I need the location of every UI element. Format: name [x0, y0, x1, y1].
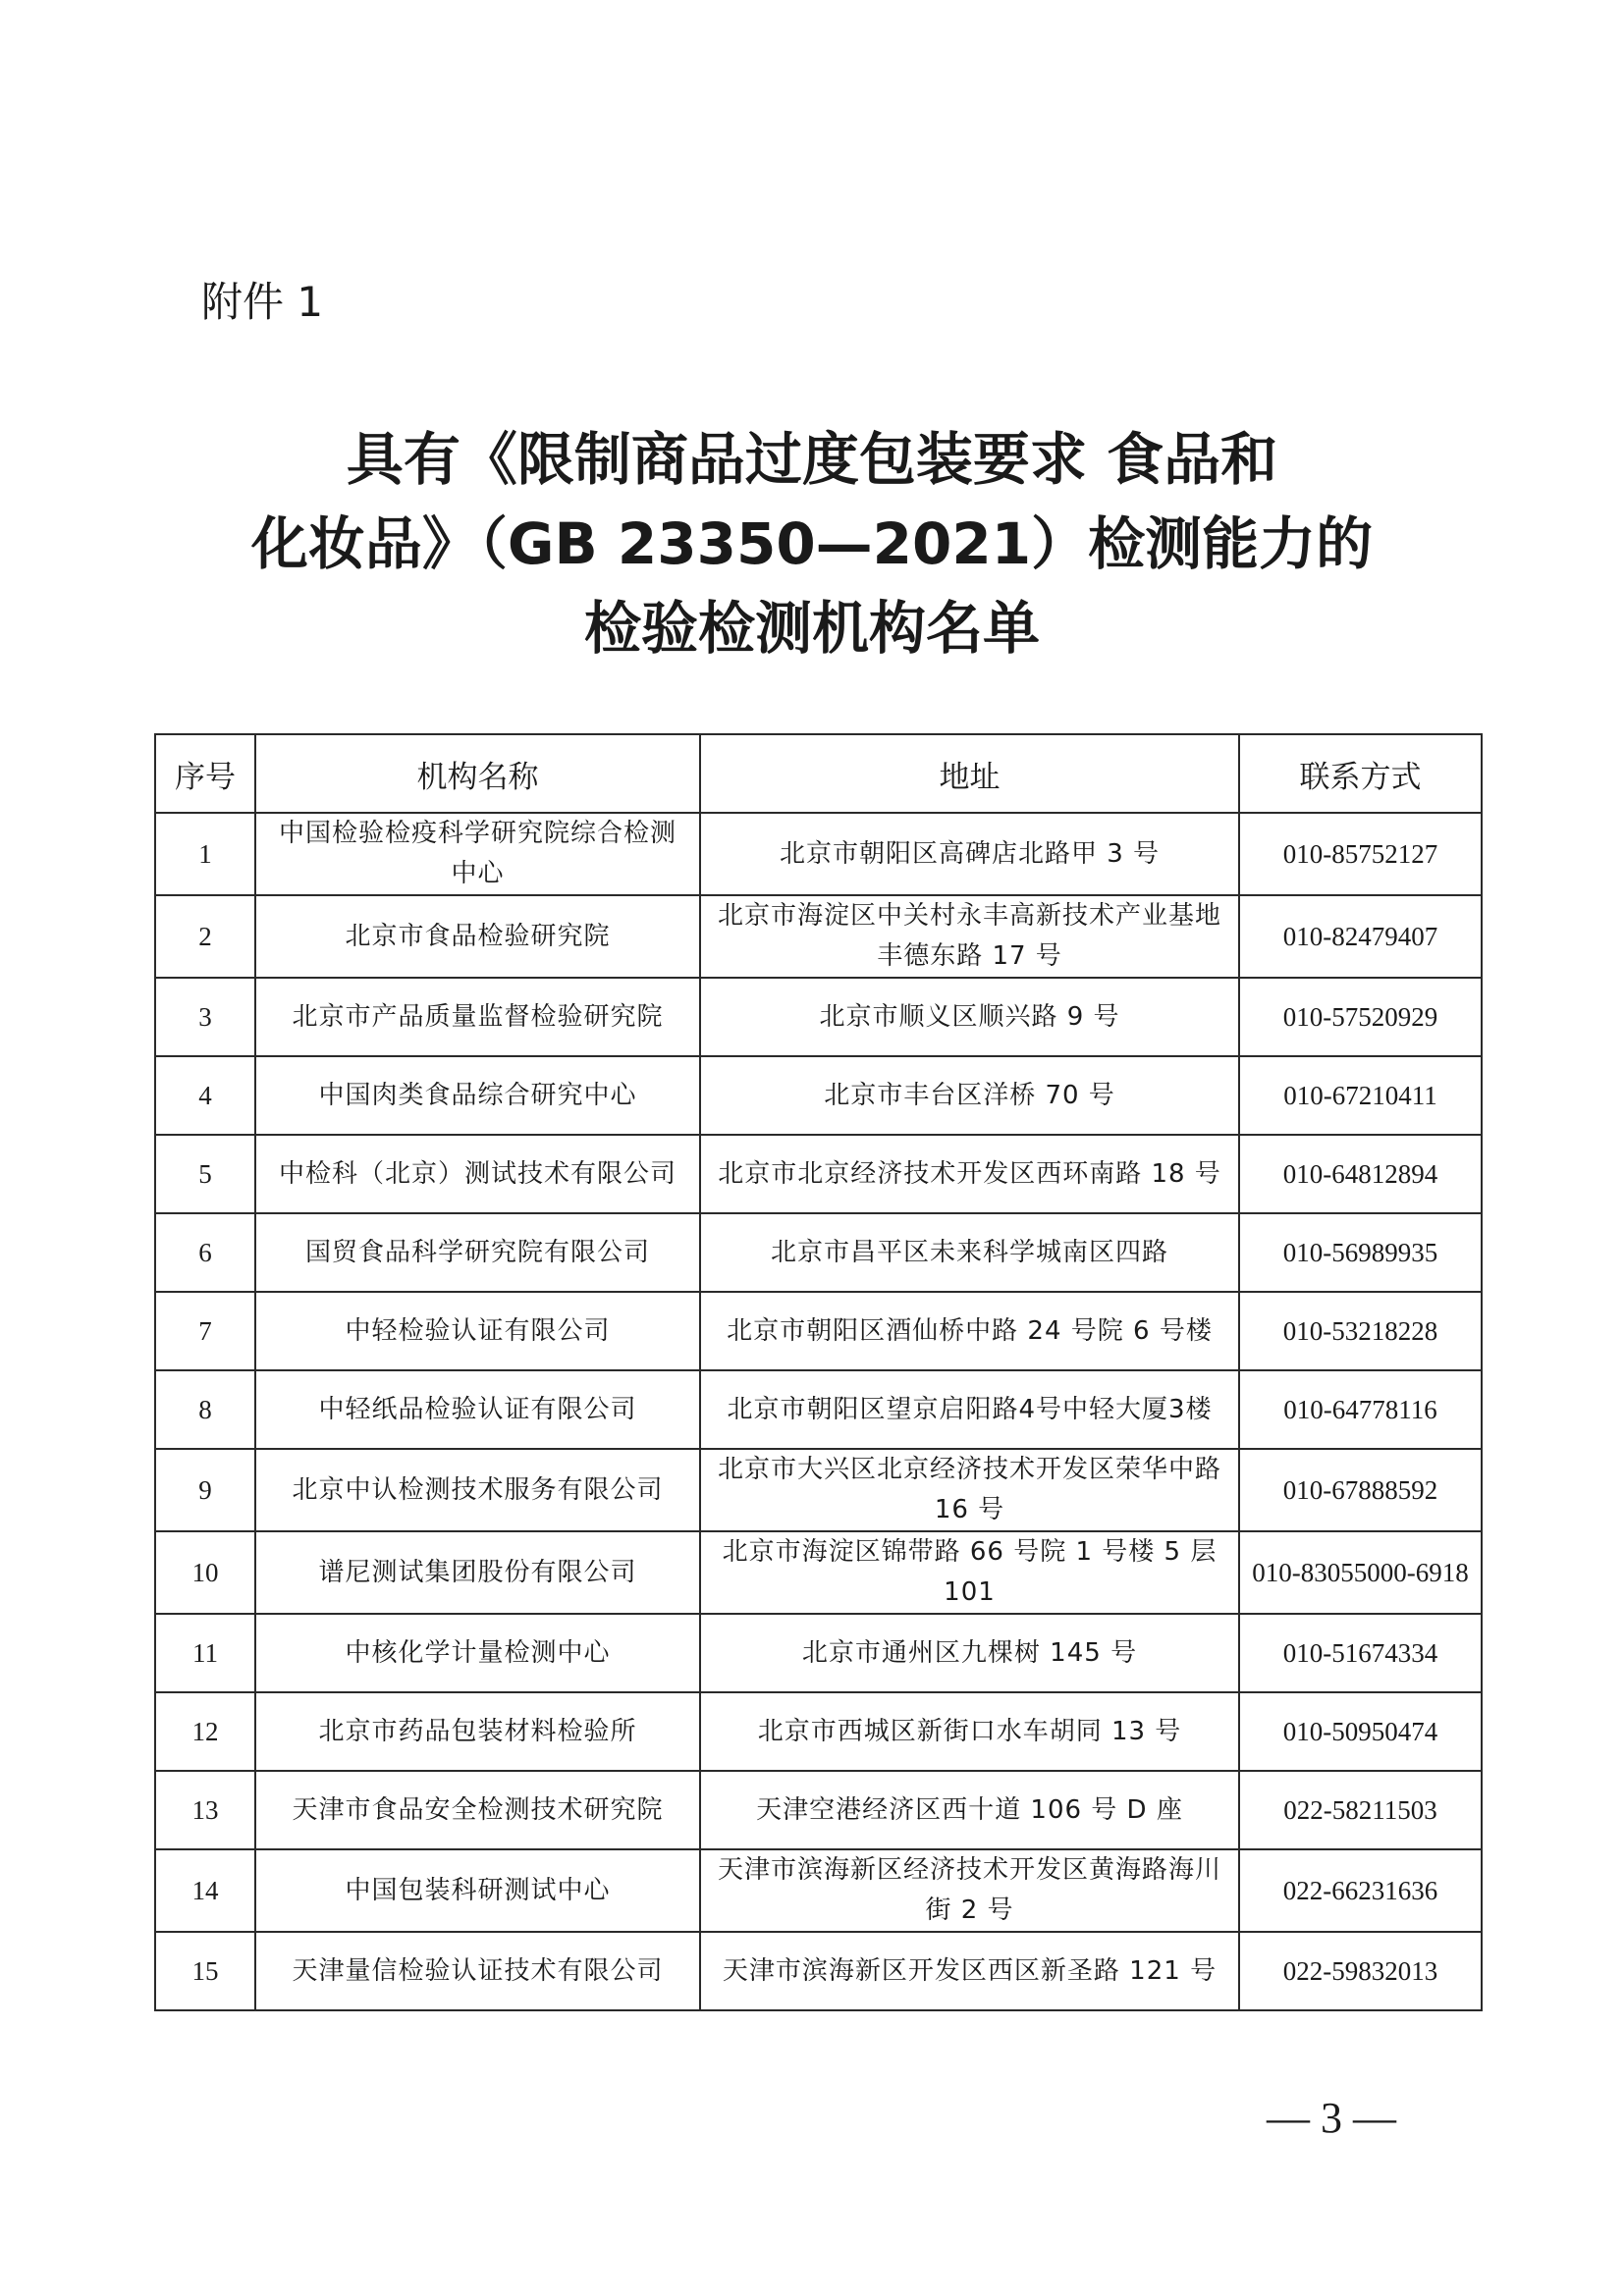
row-address: 北京市北京经济技术开发区西环南路 18 号: [700, 1135, 1239, 1213]
row-name: 天津量信检验认证技术有限公司: [255, 1932, 700, 2010]
row-no: 10: [155, 1531, 255, 1614]
row-no: 1: [155, 813, 255, 895]
row-address: 北京市顺义区顺兴路 9 号: [700, 978, 1239, 1056]
table-row: [155, 1849, 1482, 1932]
table-row: [155, 1531, 1482, 1614]
row-no: 8: [155, 1370, 255, 1449]
header-contact: 联系方式: [1239, 734, 1482, 813]
row-name: 中检科（北京）测试技术有限公司: [255, 1135, 700, 1213]
table-row: [155, 1449, 1482, 1531]
row-phone: 022-58211503: [1239, 1771, 1482, 1849]
row-address: 北京市大兴区北京经济技术开发区荣华中路 16 号: [700, 1449, 1239, 1531]
row-name: 北京市药品包装材料检验所: [255, 1692, 700, 1771]
row-address: 天津空港经济区西十道 106 号 D 座: [700, 1771, 1239, 1849]
row-name: 天津市食品安全检测技术研究院: [255, 1771, 700, 1849]
row-phone: 010-85752127: [1239, 813, 1482, 895]
row-name: 北京中认检测技术服务有限公司: [255, 1449, 700, 1531]
row-name: 中国包装科研测试中心: [255, 1849, 700, 1932]
table-row: [155, 978, 1482, 1056]
row-name: 中国检验检疫科学研究院综合检测中心: [255, 813, 700, 895]
page-number: — 3 —: [1267, 2094, 1396, 2142]
table-header-row: [155, 734, 1482, 813]
table-row: [155, 1771, 1482, 1849]
header-address: 地址: [700, 734, 1239, 813]
row-no: 5: [155, 1135, 255, 1213]
table-row: [155, 1614, 1482, 1692]
row-no: 12: [155, 1692, 255, 1771]
row-phone: 010-53218228: [1239, 1292, 1482, 1370]
row-phone: 010-64778116: [1239, 1370, 1482, 1449]
row-address: 天津市滨海新区开发区西区新圣路 121 号: [700, 1932, 1239, 2010]
row-no: 9: [155, 1449, 255, 1531]
title-line-1: 具有《限制商品过度包装要求 食品和: [346, 426, 1278, 493]
row-phone: 010-64812894: [1239, 1135, 1482, 1213]
row-address: 北京市朝阳区望京启阳路4号中轻大厦3楼: [700, 1370, 1239, 1449]
title-line-2: 化妆品》（GB 23350—2021）检测能力的: [250, 510, 1374, 577]
row-no: 11: [155, 1614, 255, 1692]
row-address: 北京市朝阳区酒仙桥中路 24 号院 6 号楼: [700, 1292, 1239, 1370]
row-address: 北京市海淀区中关村永丰高新技术产业基地丰德东路 17 号: [700, 895, 1239, 978]
title-line-3: 检验检测机构名单: [583, 595, 1040, 662]
row-address: 北京市海淀区锦带路 66 号院 1 号楼 5 层 101: [700, 1531, 1239, 1614]
table-row: [155, 1292, 1482, 1370]
table-row: [155, 1135, 1482, 1213]
table-row: [155, 813, 1482, 895]
attachment-label: 附件 1: [201, 278, 324, 326]
row-name: 谱尼测试集团股份有限公司: [255, 1531, 700, 1614]
row-phone: 022-66231636: [1239, 1849, 1482, 1932]
document-title: [0, 417, 1624, 670]
row-no: 7: [155, 1292, 255, 1370]
row-name: 北京市食品检验研究院: [255, 895, 700, 978]
row-no: 3: [155, 978, 255, 1056]
table-row: [155, 1692, 1482, 1771]
row-phone: 010-83055000-6918: [1239, 1531, 1482, 1614]
row-address: 北京市通州区九棵树 145 号: [700, 1614, 1239, 1692]
row-phone: 010-56989935: [1239, 1213, 1482, 1292]
row-no: 13: [155, 1771, 255, 1849]
row-address: 北京市西城区新街口水车胡同 13 号: [700, 1692, 1239, 1771]
row-name: 中轻纸品检验认证有限公司: [255, 1370, 700, 1449]
row-no: 6: [155, 1213, 255, 1292]
row-name: 国贸食品科学研究院有限公司: [255, 1213, 700, 1292]
row-phone: 010-50950474: [1239, 1692, 1482, 1771]
header-name: 机构名称: [255, 734, 700, 813]
table-row: [155, 1370, 1482, 1449]
row-phone: 022-59832013: [1239, 1932, 1482, 2010]
row-phone: 010-67888592: [1239, 1449, 1482, 1531]
row-phone: 010-51674334: [1239, 1614, 1482, 1692]
row-no: 14: [155, 1849, 255, 1932]
row-address: 天津市滨海新区经济技术开发区黄海路海川街 2 号: [700, 1849, 1239, 1932]
row-phone: 010-82479407: [1239, 895, 1482, 978]
row-name: 北京市产品质量监督检验研究院: [255, 978, 700, 1056]
table-row: [155, 1213, 1482, 1292]
row-name: 中国肉类食品综合研究中心: [255, 1056, 700, 1135]
row-phone: 010-57520929: [1239, 978, 1482, 1056]
row-no: 2: [155, 895, 255, 978]
row-no: 4: [155, 1056, 255, 1135]
row-no: 15: [155, 1932, 255, 2010]
row-name: 中核化学计量检测中心: [255, 1614, 700, 1692]
institution-table: [154, 733, 1483, 2011]
header-no: 序号: [155, 734, 255, 813]
row-address: 北京市朝阳区高碑店北路甲 3 号: [700, 813, 1239, 895]
row-phone: 010-67210411: [1239, 1056, 1482, 1135]
table-row: [155, 1932, 1482, 2010]
table-row: [155, 1056, 1482, 1135]
table-row: [155, 895, 1482, 978]
row-name: 中轻检验认证有限公司: [255, 1292, 700, 1370]
row-address: 北京市丰台区洋桥 70 号: [700, 1056, 1239, 1135]
row-address: 北京市昌平区未来科学城南区四路: [700, 1213, 1239, 1292]
